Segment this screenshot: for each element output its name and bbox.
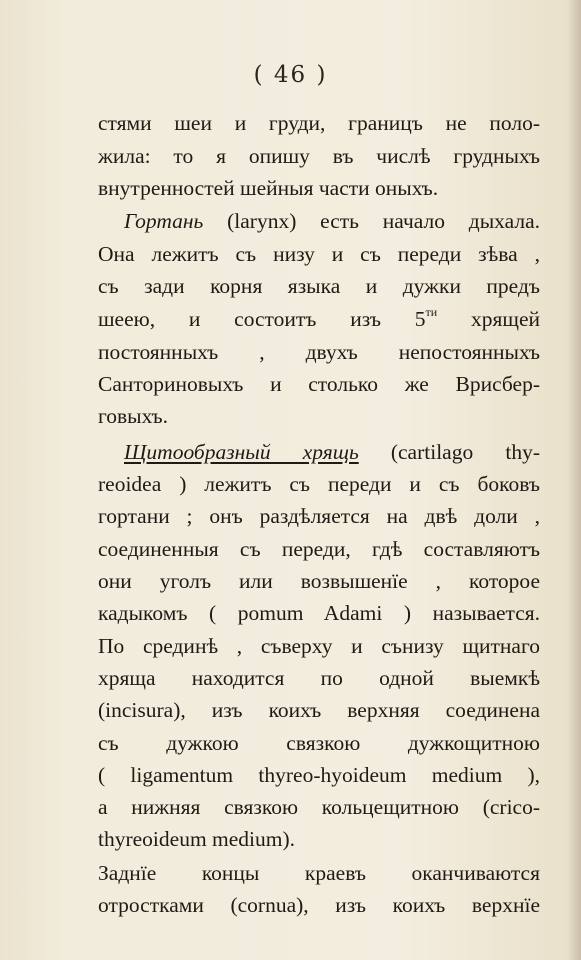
text-line: отростками (cornua), изъ коихъ верхнїе [98,893,540,917]
text-line: кадыкомъ ( pomum Adami ) называется. [98,601,540,625]
text-line: ( ligamentum thyreo-hyoideum medium ), [98,763,540,787]
text-line: стями шеи и груди, границъ не поло- [98,111,540,135]
text-line: съ дужкою связкою дужкощитною [98,731,540,755]
text-line: внутренностей шейныя части оныхъ. [98,176,439,200]
text-line: говыхъ. [98,404,169,428]
text-line [124,437,540,467]
text-line: Она лежитъ съ низу и съ переди зѣва , [98,242,540,266]
text-line: thyreoideum medium). [98,827,296,851]
text-fragment: (cartilago thy- [358,440,540,464]
page-edge-shadow [567,0,581,960]
text-line: По срединѣ , съверху и сънизу щитнаго [98,634,540,658]
text-line [124,206,540,236]
text-line: reoidea ) лежитъ съ переди и съ боковъ [98,472,540,496]
text-line: Заднїе концы краевъ оканчиваются [98,861,540,885]
term-thyroid-cartilage: Щитообразный хрящь [124,440,359,464]
text-line: они уголъ или возвышенїе , которое [98,569,540,593]
text-line: жила: то я опишу въ числѣ грудныхъ [98,144,540,168]
text-line: гортани ; онъ раздѣляется на двѣ доли , [98,504,540,528]
text-fragment: (larynx) есть начало дыхала. [203,209,540,233]
text-line: хряща находится по одной выемкѣ [98,666,540,690]
page-number: ( 46 ) [253,62,328,88]
text-fragment: хрящей [437,307,540,331]
text-fragment: шеею, и состоитъ изъ 5 [98,307,426,331]
text-line: а нижняя связкою кольцещитною (crico- [98,795,540,819]
text-line: съ зади корня языка и дужки предъ [98,274,540,298]
superscript: ти [425,305,438,319]
text-line: Санториновыхъ и столько же Врисбер- [98,372,540,396]
text-line: постоянныхъ , двухъ непостоянныхъ [98,340,540,364]
text-line: соединенныя съ переди, гдѣ составляютъ [98,537,540,561]
text-line [98,304,540,334]
text-line: (incisura), изъ коихъ верхняя соединена [98,698,540,722]
term-larynx: Гортань [124,209,204,233]
